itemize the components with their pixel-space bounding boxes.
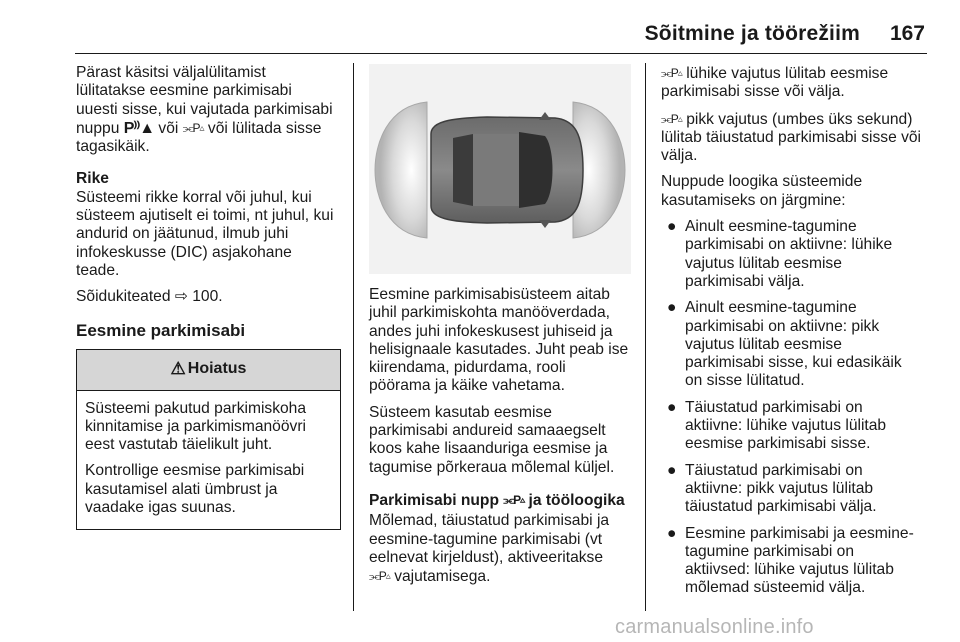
- car-roof: [473, 134, 519, 206]
- logic-list: [661, 218, 927, 598]
- long-press-text: pikk vajutus (umbes üks sekund) lülitab täiustatud parkimisabi sisse või välja.: [661, 110, 922, 165]
- sensor-paragraph: Süsteem kasutab eesmise parkimisabi andureid samaaegselt koos kahe lisaanduriga eesmise ja tagumise põrkeraua mõlemal küljel.: [369, 403, 615, 476]
- list-item: [661, 299, 927, 390]
- page-ref-arrow-icon: ⇨: [174, 288, 188, 306]
- header-divider: [75, 53, 927, 54]
- short-press-text: lühike vajutus lülitab eesmise parkimisabi sisse või välja.: [661, 65, 889, 101]
- reactivation-paragraph: [76, 64, 346, 156]
- reactivation-text: Pärast käsitsi väljalülitamist lülitatakse eesmine parkimisabi uuesti sisse, kui vajutada parkimisabi nuppu: [76, 64, 333, 137]
- list-item-text: Ainult eesmine-tagumine parkimisabi on aktiivne: lühike vajutus lülitab eesmise parkimisabi välja.: [685, 218, 893, 290]
- parking-button-icon: ⫘P▵: [369, 569, 390, 584]
- bullet-icon: ●: [667, 461, 677, 479]
- activation-paragraph: [369, 512, 637, 586]
- parking-button-icon: ⫘P▵: [503, 492, 525, 507]
- fault-heading: Rike: [76, 170, 109, 188]
- reference-text: Sõidukiteated: [76, 288, 171, 306]
- list-item: [661, 525, 927, 598]
- warning-triangle-icon: ⚠: [170, 359, 186, 379]
- column-divider: [353, 63, 354, 611]
- park-assist-icon: P⁾⁾▲: [123, 119, 155, 137]
- bullet-icon: ●: [667, 398, 677, 416]
- bullet-icon: ●: [667, 524, 677, 542]
- watermark: carmanualsonline.info: [615, 616, 814, 638]
- list-item-text: Täiustatud parkimisabi on aktiivne: pikk vajutus lülitab täiustatud parkimisabi välja.: [685, 461, 877, 516]
- mirror: [539, 220, 551, 228]
- parking-sensor-diagram: [369, 64, 631, 274]
- warning-text-2: Kontrollige eesmise parkimisabi kasutamisel alati ümbrust ja vaadake igas suunas.: [85, 462, 305, 517]
- reference-page: 100.: [187, 288, 223, 306]
- list-item: [661, 218, 927, 291]
- page-title: Sõitmine ja töörežiim: [644, 22, 860, 45]
- activation-text: Mõlemad, täiustatud parkimisabi ja eesmine-tagumine parkimisabi (vt eelnevat kirjeldust), aktiveeritakse: [369, 512, 610, 566]
- car-top-view-illustration: [369, 64, 631, 274]
- short-press-paragraph: [661, 64, 927, 102]
- column-3: [661, 64, 927, 606]
- warning-title: Hoiatus: [187, 360, 247, 378]
- rear-window: [453, 134, 473, 206]
- list-item: [661, 399, 927, 454]
- reference-paragraph: [76, 288, 346, 306]
- warning-header: [77, 350, 340, 391]
- column-2: [369, 64, 637, 594]
- warning-text-1: Süsteemi pakutud parkimiskoha kinnitamise ja parkimismanöövri eest vastutab täielikult juht.: [85, 399, 307, 454]
- list-item-text: Ainult eesmine-tagumine parkimisabi on aktiivne: pikk vajutus lülitab eesmise parkimisabi sisse, kui edasikäik on sisse lülitatud.: [685, 299, 902, 390]
- reactivation-text-end: või lülitada sisse tagasikäik.: [76, 119, 322, 156]
- warning-box: [76, 349, 341, 531]
- column-divider: [645, 63, 646, 611]
- list-item-text: Täiustatud parkimisabi on aktiivne: lühike vajutus lülitab eesmise parkimisabi sisse.: [685, 398, 887, 453]
- rear-sensor-zone: [375, 102, 427, 238]
- subsection-heading: [369, 491, 637, 510]
- list-item-text: Eesmine parkimisabi ja eesmine- tagumine parkimisabi on aktiivsed: lühike vajutus lülitab mõlemad süsteemid välja.: [685, 524, 914, 597]
- column-1: [76, 64, 346, 530]
- intro-paragraph: Eesmine parkimisabisüsteem aitab juhil parkimiskohta manööverdada, andes juhi infokeskusest juhiseid ja helisignaale kasutades. Juht peab ise kiirendama, pidurdama, rooli pöörama ja käike vahetama.: [369, 286, 629, 395]
- fault-text: Süsteemi rikke korral või juhul, kui süsteem ajutiselt ei toimi, nt juhul, kui andurid on jäätunud, ilmub juhi infokeskusse (DIC) asjakohane teade.: [76, 188, 334, 279]
- parking-button-icon: ⫘P▵: [661, 111, 682, 126]
- mirror: [539, 112, 551, 120]
- subsection-heading-end: ja tööloogika: [524, 491, 625, 509]
- long-press-paragraph: [661, 110, 927, 166]
- warning-body: [77, 391, 340, 530]
- subsection-heading-text: Parkimisabi nupp: [369, 491, 499, 509]
- section-heading: Eesmine parkimisabi: [76, 320, 246, 340]
- list-item: [661, 462, 927, 517]
- logic-intro-paragraph: Nuppude loogika süsteemide kasutamiseks on järgmine:: [661, 173, 863, 209]
- fault-section: [76, 170, 346, 280]
- parking-button-icon: ⫘P▵: [661, 66, 682, 80]
- bullet-icon: ●: [667, 218, 677, 236]
- parking-button-icon: ⫘P▵: [182, 120, 204, 135]
- page-number: 167: [889, 22, 925, 45]
- bullet-icon: ●: [667, 299, 677, 317]
- activation-text-end: vajutamisega.: [389, 568, 491, 586]
- windshield: [519, 132, 553, 208]
- reactivation-text-mid: või: [154, 119, 183, 137]
